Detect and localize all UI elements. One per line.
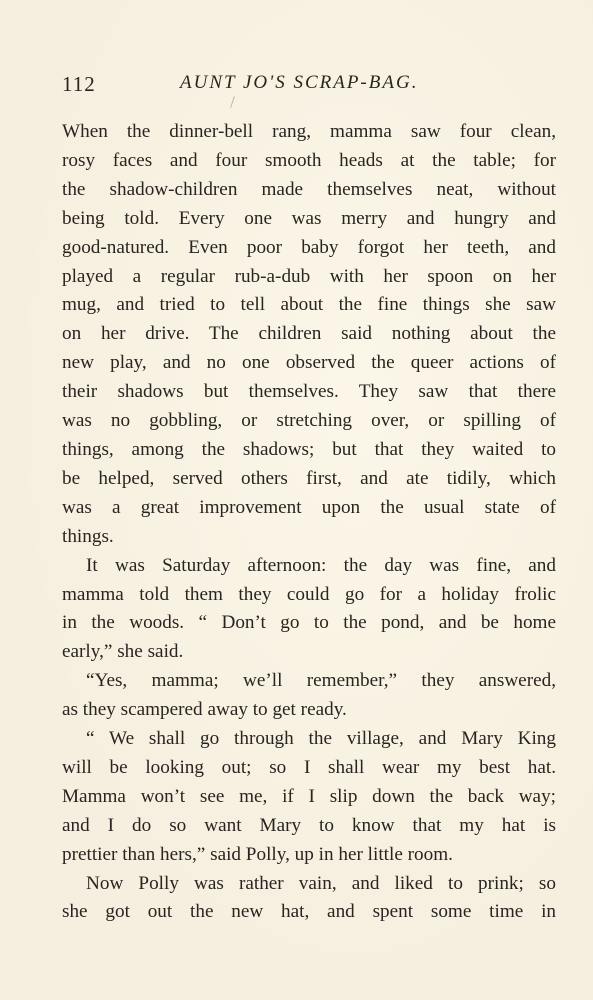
text-line: their shadows but themselves. They saw that there [62,381,556,403]
text-line: mamma told them they could go for a holiday frolic [62,583,556,605]
text-line: will be looking out; so I shall wear my best hat. [62,756,556,778]
text-line: she got out the new hat, and spent some time in [62,901,556,923]
text-line: things. [62,525,114,547]
page-number: 112 [62,72,96,96]
text-line: Mamma won’t see me, if I slip down the back way; [62,785,556,807]
text-line: played a regular rub-a-dub with her spoon on her [62,265,556,287]
text-line: as they scampered away to get ready. [62,699,347,721]
text-line: be helped, served others first, and ate tidily, which [62,467,556,489]
text-line: the shadow-children made themselves neat, without [62,178,556,200]
text-line: early,” she said. [62,641,184,663]
page-header [62,72,534,102]
body-text [62,118,556,927]
text-line: Now Polly was rather vain, and liked to prink; so [86,872,556,894]
text-line: When the dinner-bell rang, mamma saw four clean, [62,121,556,142]
running-title: AUNT JO'S SCRAP-BAG. [180,72,419,93]
text-line: It was Saturday afternoon: the day was fine, and [86,554,556,576]
text-line: in the woods. “ Don’t go to the pond, and be home [62,612,556,634]
text-line: being told. Every one was merry and hungry and [62,207,556,229]
text-line: new play, and no one observed the queer actions of [62,352,556,374]
text-line: things, among the shadows; but that they waited to [62,438,556,460]
text-line: and I do so want Mary to know that my hat is [62,814,556,836]
text-line: “ We shall go through the village, and Mary King [86,728,556,750]
text-line: rosy faces and four smooth heads at the table; for [62,149,556,171]
text-line: good-natured. Even poor baby forgot her teeth, and [62,236,556,258]
text-line: “Yes, mamma; we’ll remember,” they answered, [86,670,556,692]
text-line: was no gobbling, or stretching over, or spilling of [62,410,556,432]
text-line: was a great improvement upon the usual state of [62,496,556,518]
text-line: mug, and tried to tell about the fine things she saw [62,294,556,316]
text-line: on her drive. The children said nothing about the [62,323,556,345]
text-line: prettier than hers,” said Polly, up in her little room. [62,843,453,865]
